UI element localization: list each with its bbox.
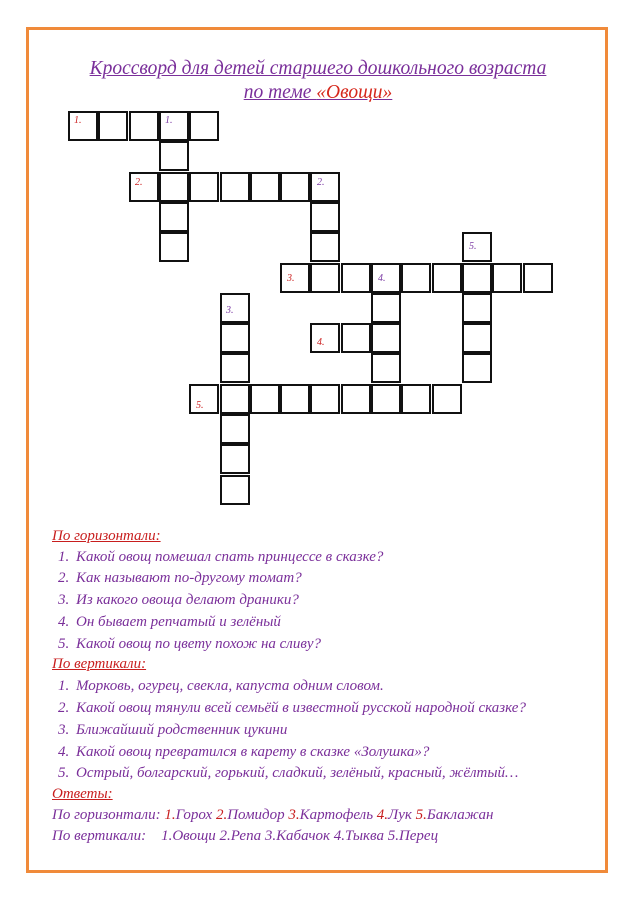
clue-text: Ближайший родственник цукини [76, 722, 288, 738]
answers-vertical [52, 828, 438, 845]
page-subtitle [0, 82, 636, 104]
crossword-cell[interactable] [159, 111, 189, 141]
subtitle-topic: «Овощи» [316, 82, 393, 103]
crossword-cell[interactable] [371, 263, 401, 293]
crossword-cell[interactable] [220, 293, 250, 323]
horizontal-clue [58, 549, 383, 566]
crossword-cell[interactable] [220, 444, 250, 474]
clue-text: Как называют по-другому томат? [76, 570, 302, 586]
clue-text: Он бывает репчатый и зелёный [76, 614, 281, 630]
crossword-cell[interactable] [341, 384, 371, 414]
answers-horizontal-label: По горизонтали: [52, 807, 165, 823]
crossword-cell[interactable] [310, 323, 340, 353]
clue-text: Какой овощ тянули всей семьёй в известной русской народной сказке? [76, 700, 526, 716]
vertical-clue [58, 765, 518, 782]
clue-number: 2. [58, 700, 70, 716]
crossword-cell[interactable] [220, 353, 250, 383]
vertical-clue [58, 678, 384, 695]
crossword-cell[interactable] [280, 263, 310, 293]
crossword-cell[interactable] [129, 111, 159, 141]
grid-number-h4: 4. [317, 337, 325, 348]
horizontal-clue [58, 570, 302, 587]
crossword-cell[interactable] [310, 172, 340, 202]
horizontal-heading: По горизонтали: [52, 528, 161, 544]
grid-number-h1: 1. [74, 115, 82, 126]
answer-number: 5. [415, 807, 427, 823]
grid-number-v5: 5. [469, 241, 477, 252]
answers-vertical-text: 1.Овощи 2.Репа 3.Кабачок 4.Тыква 5.Перец [161, 828, 439, 844]
crossword-cell[interactable] [432, 384, 462, 414]
crossword-cell[interactable] [189, 172, 219, 202]
answers-heading: Ответы: [52, 786, 113, 802]
answer-word: Картофель [299, 807, 377, 823]
crossword-cell[interactable] [98, 111, 128, 141]
clue-number: 1. [58, 549, 70, 565]
grid-number-v2: 2. [317, 177, 325, 188]
crossword-cell[interactable] [220, 384, 250, 414]
horizontal-clue [58, 592, 299, 609]
grid-number-v4: 4. [378, 273, 386, 284]
answer-number: 1. [164, 807, 176, 823]
horizontal-clue [58, 636, 321, 653]
crossword-cell[interactable] [462, 323, 492, 353]
crossword-cell[interactable] [462, 353, 492, 383]
answer-number: 4. [376, 807, 389, 823]
clue-text: Из какого овоща делают драники? [76, 592, 299, 608]
crossword-cell[interactable] [492, 263, 522, 293]
subtitle-prefix: по теме [243, 82, 317, 103]
answer-word: Горох [175, 807, 216, 823]
crossword-cell[interactable] [310, 202, 340, 232]
crossword-cell[interactable] [159, 172, 189, 202]
crossword-cell[interactable] [220, 172, 250, 202]
clue-number: 1. [58, 678, 70, 694]
clue-text: Какой овощ по цвету похож на сливу? [76, 636, 322, 652]
answers-horizontal [52, 807, 493, 824]
crossword-cell[interactable] [250, 172, 280, 202]
answer-word: Лук [388, 807, 416, 823]
horizontal-clue [58, 614, 281, 631]
crossword-cell[interactable] [341, 263, 371, 293]
crossword-cell[interactable] [371, 293, 401, 323]
crossword-cell[interactable] [371, 323, 401, 353]
crossword-cell[interactable] [220, 475, 250, 505]
crossword-cell[interactable] [523, 263, 553, 293]
crossword-cell[interactable] [189, 111, 219, 141]
clue-number: 3. [58, 592, 70, 608]
clue-number: 4. [58, 614, 70, 630]
crossword-cell[interactable] [310, 384, 340, 414]
crossword-cell[interactable] [310, 232, 340, 262]
crossword-cell[interactable] [129, 172, 159, 202]
vertical-clue [58, 744, 429, 761]
clue-number: 5. [58, 636, 70, 652]
grid-number-h2: 2. [135, 177, 143, 188]
crossword-cell[interactable] [220, 414, 250, 444]
crossword-cell[interactable] [401, 263, 431, 293]
clue-number: 3. [58, 722, 70, 738]
crossword-cell[interactable] [462, 232, 492, 262]
clue-text: Какой овощ превратился в карету в сказке «Золушка»? [76, 744, 430, 760]
crossword-cell[interactable] [371, 353, 401, 383]
crossword-cell[interactable] [159, 141, 189, 171]
grid-number-v1: 1. [165, 115, 173, 126]
crossword-cell[interactable] [280, 172, 310, 202]
clue-number: 5. [58, 765, 70, 781]
grid-number-h3: 3. [287, 273, 295, 284]
crossword-cell[interactable] [250, 384, 280, 414]
crossword-cell[interactable] [189, 384, 219, 414]
clue-text: Какой овощ помешал спать принцессе в сказке? [76, 549, 384, 565]
vertical-clue [58, 722, 287, 739]
vertical-heading: По вертикали: [52, 656, 147, 672]
clue-text: Морковь, огурец, свекла, капуста одним словом. [76, 678, 384, 694]
crossword-cell[interactable] [159, 232, 189, 262]
crossword-cell[interactable] [159, 202, 189, 232]
page-title: Кроссворд для детей старшего дошкольного возраста [89, 58, 547, 79]
answer-word: Помидор [227, 807, 289, 823]
crossword-cell[interactable] [401, 384, 431, 414]
answers-vertical-label: По вертикали: [52, 828, 147, 844]
crossword-cell[interactable] [462, 263, 492, 293]
grid-number-h5: 5. [196, 400, 204, 411]
clue-number: 2. [58, 570, 70, 586]
crossword-cell[interactable] [220, 323, 250, 353]
crossword-cell[interactable] [280, 384, 310, 414]
vertical-clue [58, 700, 526, 717]
crossword-cell[interactable] [462, 293, 492, 323]
answer-number: 2. [215, 807, 228, 823]
clue-text: Острый, болгарский, горький, сладкий, зелёный, красный, жёлтый… [76, 765, 519, 781]
crossword-cell[interactable] [68, 111, 98, 141]
crossword-cell[interactable] [310, 263, 340, 293]
clue-number: 4. [58, 744, 70, 760]
crossword-cell[interactable] [371, 384, 401, 414]
answer-word: Баклажан [426, 807, 494, 823]
answer-number: 3. [288, 807, 300, 823]
crossword-cell[interactable] [341, 323, 371, 353]
grid-number-v3: 3. [226, 305, 234, 316]
crossword-cell[interactable] [432, 263, 462, 293]
